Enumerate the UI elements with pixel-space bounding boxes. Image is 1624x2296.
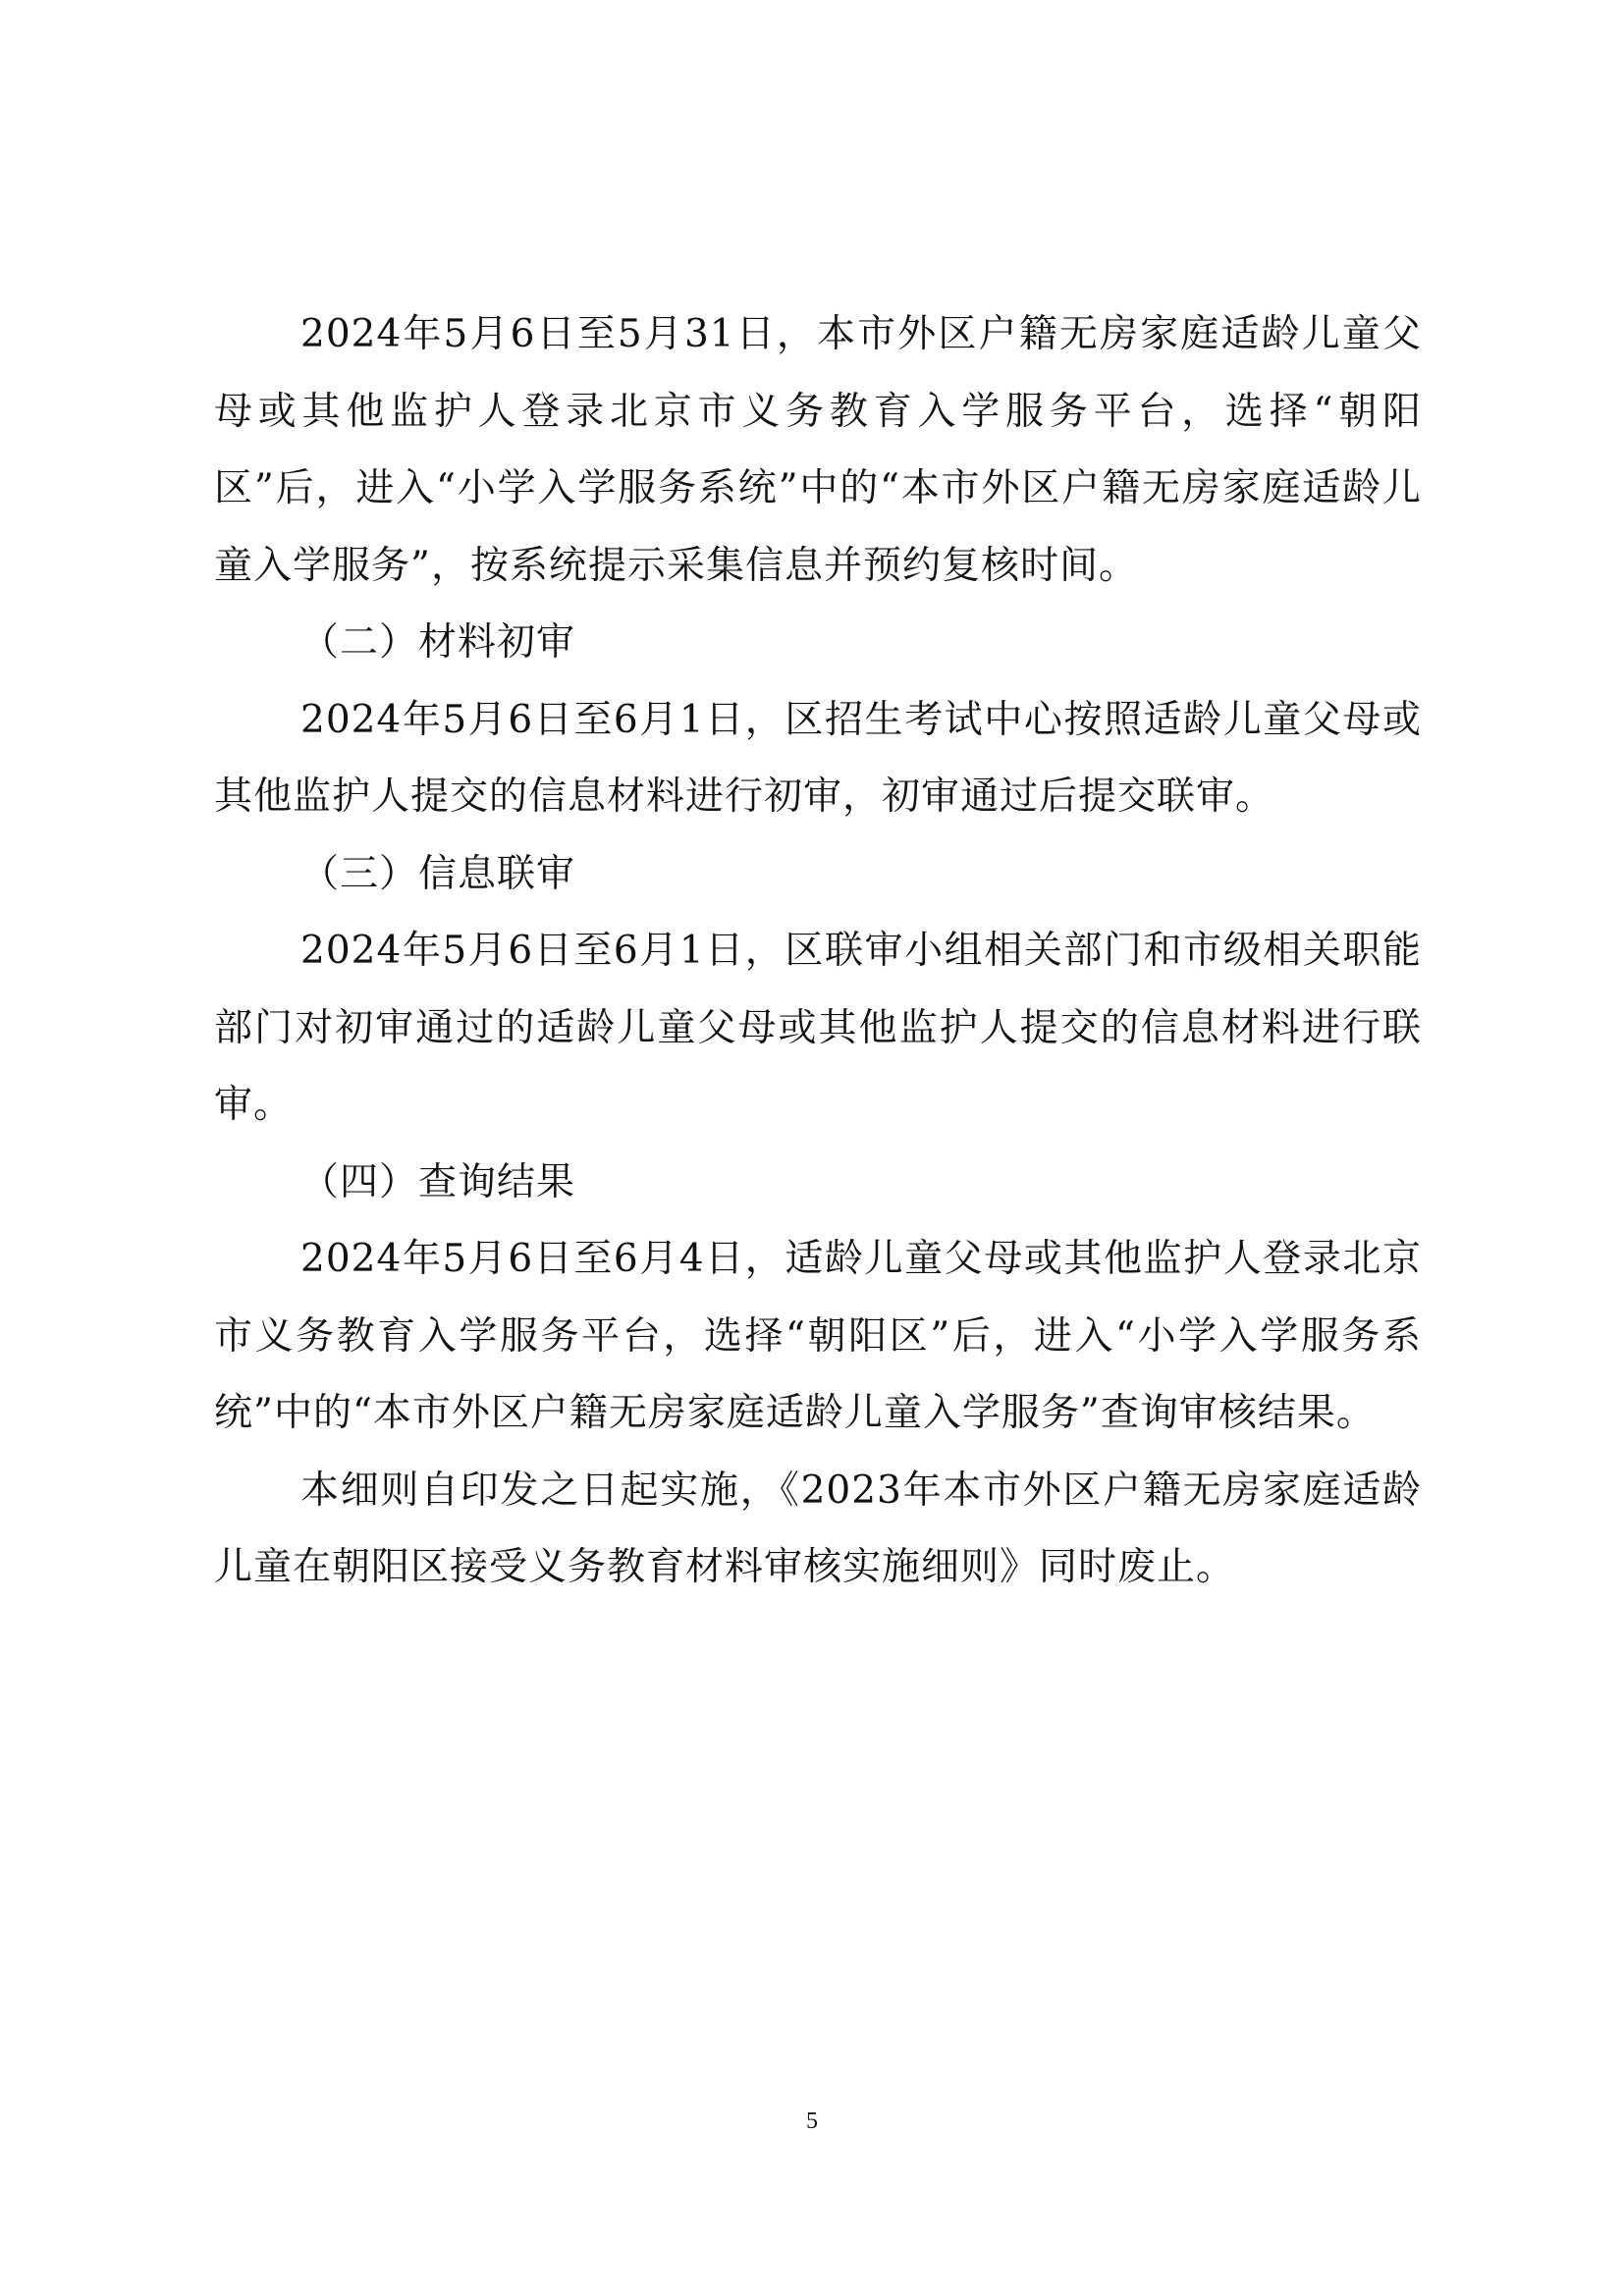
heading-material-review: （二）材料初审 bbox=[300, 620, 576, 665]
page-number: 5 bbox=[806, 2109, 818, 2134]
paragraph-query-results: 2024年5月6日至6月4日，适龄儿童父母或其他监护人登录北京市义务教育入学服务平台，选择“朝阳区”后，进入“小学入学服务系统”中的“本市外区户籍无房家庭适龄儿童入学服务”查询审核结果。 bbox=[214, 1237, 1422, 1435]
heading-query-results: （四）查询结果 bbox=[300, 1159, 576, 1204]
paragraph-effective-date: 本细则自印发之日起实施，《2023年本市外区户籍无房家庭适龄儿童在朝阳区接受义务教育材料审核实施细则》同时废止。 bbox=[214, 1468, 1422, 1589]
paragraph-material-review: 2024年5月6日至6月1日，区招生考试中心按照适龄儿童父母或其他监护人提交的信息材料进行初审，初审通过后提交联审。 bbox=[214, 697, 1422, 819]
document-body bbox=[214, 296, 1422, 1607]
paragraph-registration: 2024年5月6日至5月31日，本市外区户籍无房家庭适龄儿童父母或其他监护人登录北京市义务教育入学服务平台，选择“朝阳区”后，进入“小学入学服务系统”中的“本市外区户籍无房家庭适龄儿童入学服务”，按系统提示采集信息并预约复核时间。 bbox=[214, 312, 1422, 588]
heading-joint-review: （三）信息联审 bbox=[300, 851, 576, 896]
paragraph-joint-review: 2024年5月6日至6月1日，区联审小组相关部门和市级相关职能部门对初审通过的适龄儿童父母或其他监护人提交的信息材料进行联审。 bbox=[214, 929, 1422, 1127]
